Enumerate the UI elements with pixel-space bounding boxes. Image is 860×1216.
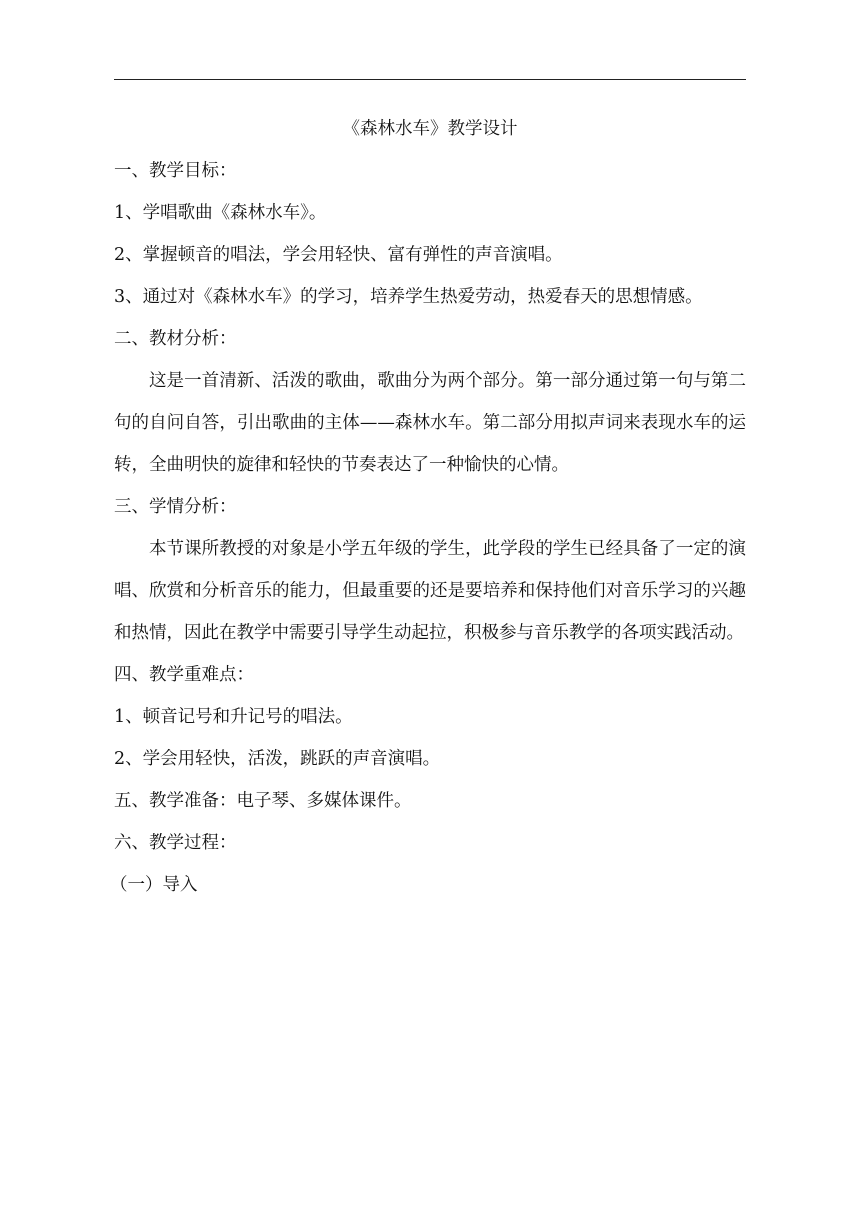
goal-item-2: 2、掌握顿音的唱法，学会用轻快、富有弹性的声音演唱。 [114, 245, 563, 265]
goal-item-3: 3、通过对《森林水车》的学习，培养学生热爱劳动，热爱春天的思想情感。 [114, 287, 703, 307]
section-heading-goals: 一、教学目标： [114, 161, 237, 181]
key-point-item-2: 2、学会用轻快，活泼，跳跃的声音演唱。 [114, 749, 441, 769]
student-analysis-body: 本节课所教授的对象是小学五年级的学生，此学段的学生已经具备了一定的演唱、欣赏和分析音乐的能力，但最重要的还是要培养和保持他们对音乐学习的兴趣和热情，因此在教学中需要引导学生动起拉，积极参与音乐教学的各项实践活动。 [114, 539, 746, 643]
section-heading-students: 三、学情分析： [114, 497, 237, 517]
goal-item-1: 1、学唱歌曲《森林水车》。 [114, 203, 327, 223]
header-rule [114, 79, 746, 80]
document-body [110, 108, 746, 906]
section-heading-key-points: 四、教学重难点： [114, 665, 254, 685]
process-sub-heading-intro: （一）导入 [110, 875, 198, 895]
document-title: 《森林水车》教学设计 [342, 119, 518, 139]
key-point-item-1: 1、顿音记号和升记号的唱法。 [114, 707, 353, 727]
section-heading-material: 二、教材分析： [114, 329, 237, 349]
material-analysis-body: 这是一首清新、活泼的歌曲，歌曲分为两个部分。第一部分通过第一句与第二句的自问自答，引出歌曲的主体——森林水车。第二部分用拟声词来表现水车的运转，全曲明快的旋律和轻快的节奏表达了一种愉快的心情。 [114, 371, 746, 475]
section-heading-process: 六、教学过程： [114, 833, 237, 853]
section-preparation: 五、教学准备：电子琴、多媒体课件。 [114, 791, 412, 811]
